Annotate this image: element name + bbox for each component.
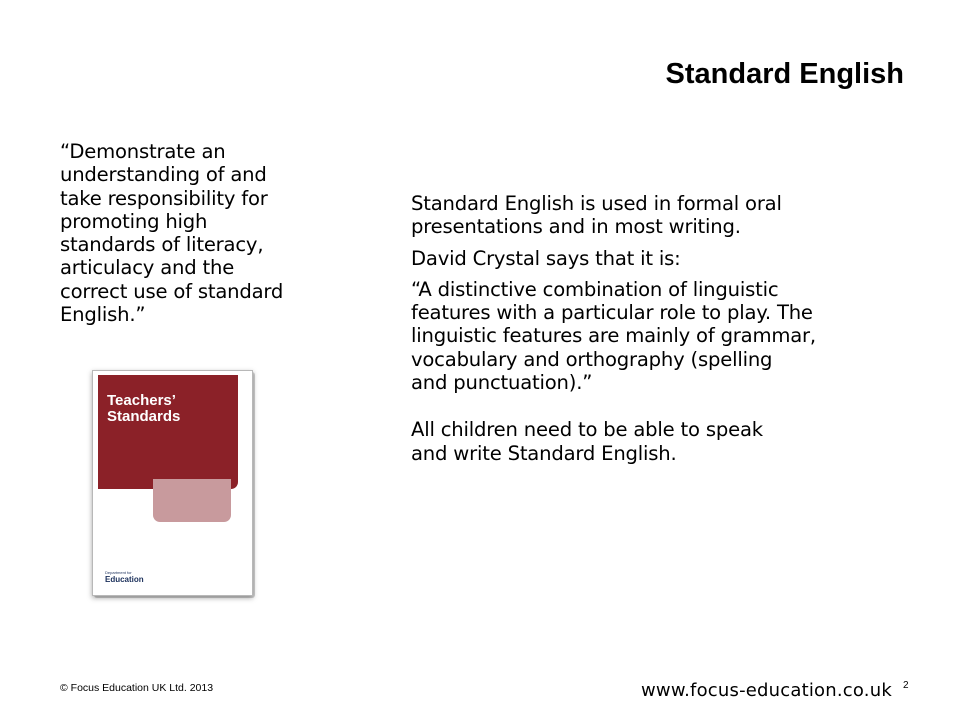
body-line: “A distinctive combination of linguistic <box>411 277 779 301</box>
body-line: presentations and in most writing. <box>411 215 741 239</box>
quote-line: promoting high <box>60 209 208 233</box>
body-line: Standard English is used in formal oral <box>411 192 782 215</box>
curriculum-quote <box>60 140 350 326</box>
body-line: David Crystal says that it is: <box>411 246 681 270</box>
body-line: and punctuation).” <box>411 371 593 395</box>
quote-line: understanding of and <box>60 163 267 187</box>
page-number: 2 <box>903 680 909 691</box>
paragraph-formal-use <box>411 192 901 239</box>
body-text <box>411 192 901 473</box>
copyright-notice: © Focus Education UK Ltd. 2013 <box>60 682 214 694</box>
quote-line: correct use of standard <box>60 279 284 303</box>
quote-line: take responsibility for <box>60 186 268 210</box>
quote-line: standards of literacy, <box>60 233 264 257</box>
slide-title: Standard English <box>665 58 904 90</box>
body-line: linguistic features are mainly of grammar, <box>411 324 816 348</box>
dept-big-text: Education <box>105 575 144 584</box>
teachers-standards-cover-image <box>92 370 253 596</box>
dept-small-text: Department for <box>105 570 132 575</box>
cover-pink-block <box>153 479 231 522</box>
website-link[interactable]: www.focus-education.co.uk <box>641 680 892 701</box>
paragraph-crystal-intro <box>411 247 901 270</box>
body-line: vocabulary and orthography (spelling <box>411 347 773 371</box>
cover-title-line: Standards <box>107 408 181 425</box>
body-line: features with a particular role to play. The <box>411 301 813 325</box>
quote-line: English.” <box>60 303 146 327</box>
department-for-education-logo <box>105 570 144 584</box>
quote-line: “Demonstrate an <box>60 140 226 163</box>
cover-title <box>107 393 180 425</box>
body-line: All children need to be able to speak <box>411 418 763 442</box>
paragraph-crystal-quote <box>411 278 901 394</box>
quote-line: articulacy and the <box>60 256 235 280</box>
body-line: and write Standard English. <box>411 441 677 465</box>
cover-title-line: Teachers’ <box>107 392 176 409</box>
paragraph-all-children <box>411 418 901 465</box>
